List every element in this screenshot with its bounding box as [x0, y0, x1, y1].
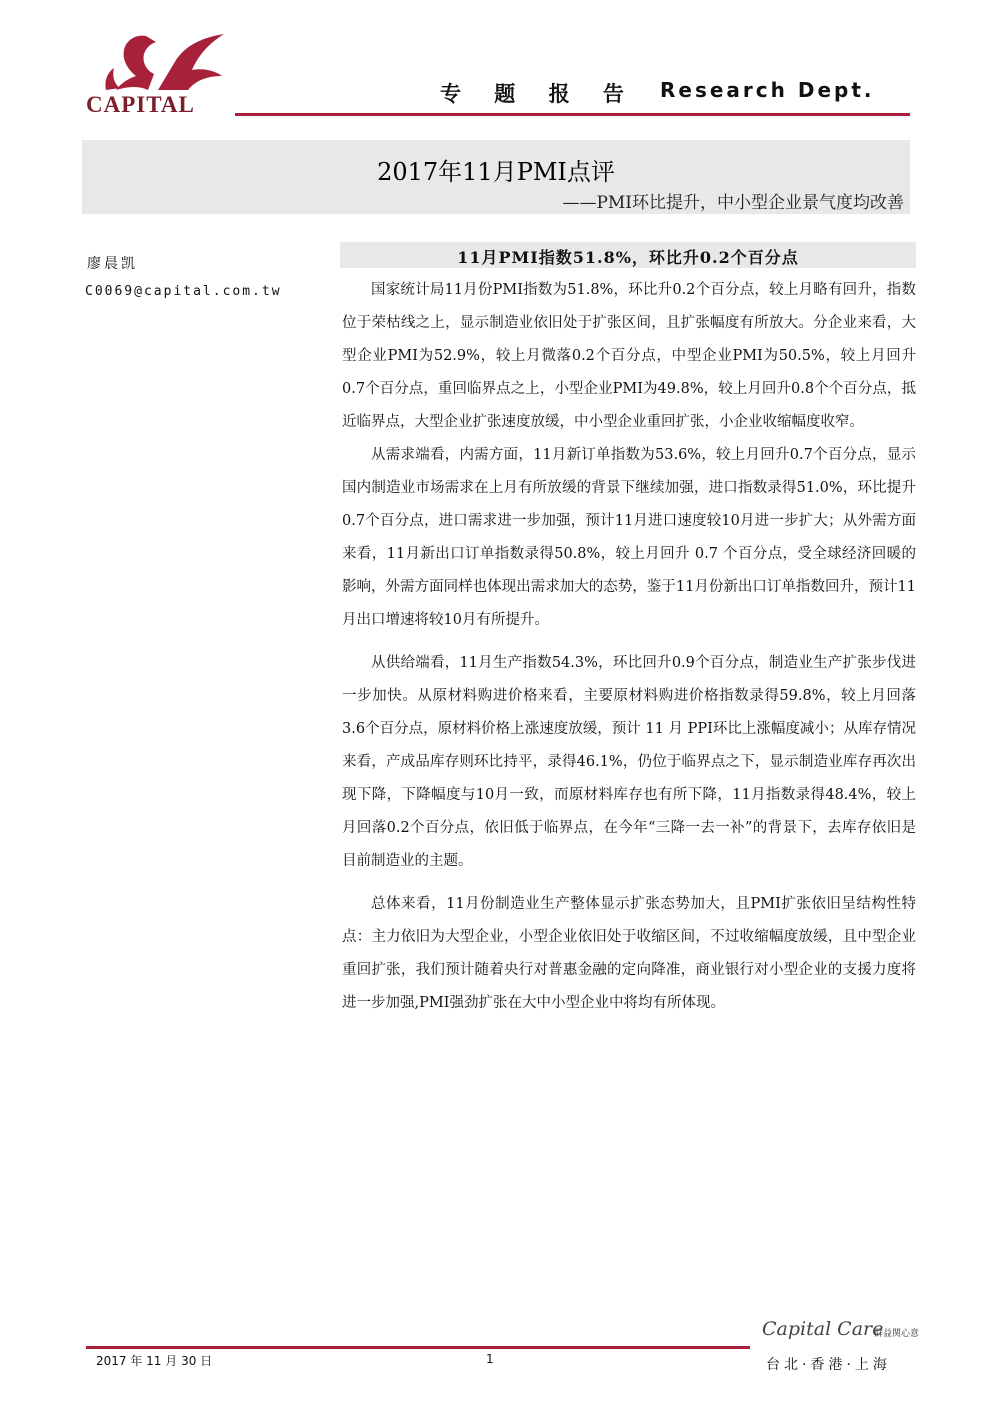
section-heading: 11月PMI指数51.8%，环比升0.2个百分点: [457, 248, 799, 267]
capital-care-logo: Capital Care: [762, 1318, 884, 1340]
paragraph: 从需求端看，内需方面，11月新订单指数为53.6%，较上月回升0.7个百分点，显示国内制造业市场需求在上月有所放缓的背景下继续加强，进口指数录得51.0%，环比提升0.7个百分点，进口需求进一步加强，预计11月进口速度较10月进一步扩大；从外需方面来看，11月新出口订单指数录得50.8%，较上月回升 0.7 个百分点，受全球经济回暖的影响，外需方面同样也体现出需求加大的态势，鉴于11月份新出口订单指数回升，预计11月出口增速将较10月有所提升。: [342, 447, 916, 628]
paragraph: 总体来看，11月份制造业生产整体显示扩张态势加大，且PMI扩张依旧呈结构性特点：主力依旧为大型企业，小型企业依旧处于收缩区间，不过收缩幅度放缓，且中型企业重回扩张，我们预计随着央行对普惠金融的定向降准，商业银行对小型企业的支援力度将进一步加强,PMI强劲扩张在大中小型企业中将均有所体现。: [342, 896, 916, 1011]
footer-slogan: 群益関心意: [874, 1329, 920, 1339]
document-subtitle: ——PMI环比提升，中小型企业景气度均改善: [562, 193, 904, 213]
author-email[interactable]: C0069@capital.com.tw: [85, 284, 282, 299]
section-heading-band: [340, 242, 916, 268]
report-type-label: 专 题 报 告: [440, 82, 637, 106]
footer-cities: 台北·香港·上海: [766, 1357, 891, 1373]
body-text: [342, 274, 916, 1020]
paragraph: 国家统计局11月份PMI指数为51.8%，环比升0.2个百分点，较上月略有回升，指数位于荣枯线之上，显示制造业依旧处于扩张区间，且扩张幅度有所放大。分企业来看，大型企业PMI为52.9%，较上月微落0.2个百分点，中型企业PMI为50.5%，较上月回升0.7个百分点，重回临界点之上，小型企业PMI为49.8%，较上月回升0.8个个百分点，抵近临界点，大型企业扩张速度放缓，中小型企业重回扩张，小企业收缩幅度收窄。: [342, 282, 916, 430]
paragraph: 从供给端看，11月生产指数54.3%，环比回升0.9个百分点，制造业生产扩张步伐进一步加快。从原材料购进价格来看，主要原材料购进价格指数录得59.8%，较上月回落3.6个百分点，原材料价格上涨速度放缓，预计 11 月 PPI环比上涨幅度减小；从库存情况来看，产成品库存则环比持平，录得46.1%，仍位于临界点之下，显示制造业库存再次出现下降，下降幅度与10月一致，而原材料库存也有所下降，11月指数录得48.4%，较上月回落0.2个百分点，依旧低于临界点，在今年“三降一去一补”的背景下，去库存依旧是目前制造业的主题。: [342, 655, 916, 869]
footer-divider: [86, 1346, 750, 1349]
title-band: [82, 140, 910, 214]
research-dept-label: Research Dept.: [660, 78, 875, 102]
footer-date: 2017 年 11 月 30 日: [96, 1354, 213, 1368]
logo-text: CAPITAL: [86, 92, 195, 117]
document-title: 2017年11月PMI点评: [377, 158, 615, 186]
page-number: 1: [486, 1352, 494, 1366]
header-divider: [235, 113, 910, 116]
author-name: 廖晨凯: [87, 256, 138, 272]
